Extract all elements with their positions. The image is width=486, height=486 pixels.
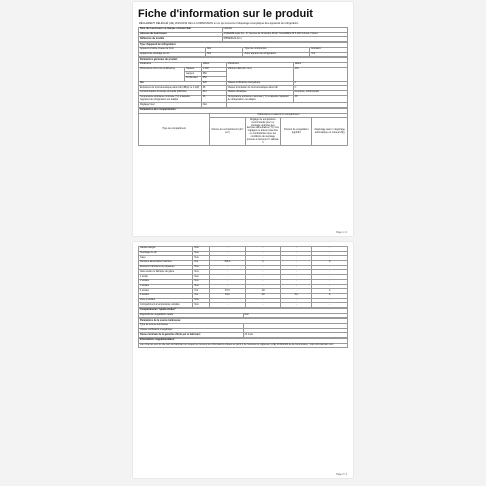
compartment-name-cell: 2 étoiles — [139, 279, 193, 284]
dimensions-label: Dimensions hors tout (millimètre) — [139, 67, 185, 81]
compartment-vol-cell: - — [210, 270, 246, 275]
param-head: Paramètre — [226, 62, 293, 67]
dim-height-value: 1 500 — [201, 67, 226, 72]
compartment-yn-cell: Non — [193, 270, 210, 275]
guarantee-value: 24 mois — [243, 333, 348, 338]
light-source-header: Paramètres de la source lumineuse: — [139, 319, 348, 324]
supplier-table — [138, 27, 348, 42]
compartment-yn-cell: Oui — [193, 261, 210, 266]
cell: Encastré — [310, 47, 348, 52]
extra-info-header: Informations supplémentaires: — [139, 339, 348, 344]
compartment-yn-cell: Non — [193, 279, 210, 284]
compartment-temp-cell: - — [245, 298, 281, 303]
compartment-name-cell: Sans étoile ou fabrique de glace — [139, 270, 193, 275]
compartment-vol-cell: - — [210, 265, 246, 270]
dim-height-label: Hauteur — [184, 67, 201, 72]
compartment-temp-cell: - — [245, 275, 281, 280]
cell: Oui — [310, 52, 348, 57]
cell: Type de construction — [243, 47, 310, 52]
cell: 213 — [201, 91, 226, 96]
compartment-temp-cell: - — [245, 284, 281, 289]
volume-value: 234 — [293, 67, 347, 81]
compartment-temp-cell: - — [245, 265, 281, 270]
cell: IEE — [139, 81, 202, 86]
compartment-vol-cell: - — [210, 298, 246, 303]
cell: Appareil à faible niveau de bruit — [139, 47, 206, 52]
compartment-df-cell: - — [312, 284, 348, 289]
compartment-name-cell: 4 étoiles — [139, 289, 193, 294]
compartment-name-cell: Compartiment à température variable — [139, 303, 193, 308]
cell: Appareil de stockage du vin — [139, 52, 206, 57]
document-page-2 — [133, 242, 353, 478]
compartment-df-cell: - — [312, 256, 348, 261]
regulation-text: RÈGLEMENT DÉLÉGUÉ (UE) 2019/2016 DE LA COMMISSION en ce qui concerne l'étiquetage énergétique des appareils de réfrigération — [139, 22, 299, 25]
compartment-yn-cell: Non — [193, 247, 210, 252]
compartment-name-cell: 3 étoiles — [139, 284, 193, 289]
cell: Non — [205, 52, 243, 57]
cell: Classe climatique — [226, 91, 293, 96]
compartment-df-cell: A — [312, 261, 348, 266]
compartment-table — [138, 246, 348, 308]
supplier-name-label: Nom du fournisseur ou marque commerciale — [139, 28, 223, 33]
cell: Classe d'efficacité énergétique — [226, 81, 293, 86]
defrost-head: Dégivrage (auto = dégivrage automatique ou manuel (M)) — [312, 118, 348, 146]
appliance-type-table — [138, 42, 348, 57]
cell: 16 — [201, 95, 226, 103]
dim-width-label: Largeur — [184, 72, 201, 77]
compartment-vol-cell: - — [210, 303, 246, 308]
compartment-df-cell: - — [312, 303, 348, 308]
page-number: Page 1 / 2 — [336, 231, 347, 234]
compartment-df-cell: A — [312, 289, 348, 294]
compartment-df-cell: - — [312, 251, 348, 256]
compartment-vol-cell: - — [210, 251, 246, 256]
general-params-table — [138, 57, 348, 108]
table-row — [139, 303, 348, 308]
compartment-vol-cell: 67,0 — [210, 289, 246, 294]
compartment-temp-cell: 4 — [245, 261, 281, 266]
compartment-name-cell: Denrées alimentaires fraîches — [139, 261, 193, 266]
compartment-temp-cell: - — [245, 303, 281, 308]
fast-freeze-value: Non — [243, 313, 348, 318]
compartment-fr-cell: - — [281, 270, 312, 275]
four-star-header: Compartiments "quatre étoiles" — [139, 308, 348, 313]
compartment-temp-cell: -18 — [245, 289, 281, 294]
document-title: Fiche d'information sur le produit — [138, 8, 313, 20]
table-row — [139, 313, 348, 318]
light-class-label: Classe d'efficacité énergétique — [139, 328, 244, 333]
param-head: Paramètre — [139, 62, 202, 67]
cell: 206 — [201, 81, 226, 86]
compartment-yn-cell: Non — [193, 303, 210, 308]
compartment-temp-cell: - — [245, 270, 281, 275]
value-head: Valeur — [293, 62, 347, 67]
guarantee-label: Durée minimale de la garantie offerte par le fabricant: — [139, 333, 244, 338]
general-params-header: Paramètres généraux du produit: — [139, 58, 348, 63]
compartment-temp-cell: - — [245, 251, 281, 256]
compartment-type-head: Type de compartiment — [139, 113, 210, 146]
compartment-df-cell: - — [312, 298, 348, 303]
supplier-name-value: Liebherr — [222, 28, 347, 33]
compartment-df-cell: - — [312, 265, 348, 270]
compartment-vol-cell: 63,0 — [210, 293, 246, 298]
extra-info-table — [138, 338, 348, 348]
winter-setting-label: Réglage hiver — [139, 103, 202, 108]
compartment-fr-cell: - — [281, 247, 312, 252]
four-star-table — [138, 308, 348, 318]
cell: Autre appareil de réfrigération — [243, 52, 310, 57]
page-number: Page 2 / 2 — [336, 473, 347, 476]
compartment-fr-cell: - — [281, 303, 312, 308]
dim-depth-label: Profondeur — [184, 76, 201, 81]
cell: F — [293, 81, 347, 86]
compartment-temp-cell: - — [245, 279, 281, 284]
cell: Non — [205, 47, 243, 52]
compartment-yn-cell: Non — [193, 284, 210, 289]
extra-info-text: Lien Internet vers le site web du fabricant sur lequel se trouvent les informations visées au point 4 de l'annexe du règlement (UE) 2019/2020 de la Commission : http://info.liebherr.com — [139, 343, 348, 348]
compartment-fr-cell: - — [281, 256, 312, 261]
compartment-temp-cell: - — [245, 256, 281, 261]
table-row — [139, 52, 348, 57]
compartment-temp-cell: - — [245, 247, 281, 252]
compartment-yn-cell: Non — [193, 265, 210, 270]
compartment-temp-cell: -18 — [245, 293, 281, 298]
cell: C — [293, 86, 347, 91]
compartment-fr-cell: - — [281, 251, 312, 256]
compartment-vol-cell: - — [210, 247, 246, 252]
compartment-yn-cell: Non — [193, 256, 210, 261]
supplier-address-value: ASSEMBLAGE SA - 17 Avenue de l'Industrie 68127 OLLIERES 68 5 000 Colmar, France — [222, 32, 347, 37]
table-row — [139, 95, 348, 103]
compartment-name-cell: Garde-manger — [139, 247, 193, 252]
dim-width-value: 560 — [201, 72, 226, 77]
compartment-fr-cell: - — [281, 265, 312, 270]
cell: Consommation d'énergie annuelle (kWh/an) — [139, 91, 202, 96]
appliance-type-header: Type d'appareil de réfrigération: — [139, 43, 348, 48]
supplier-address-label: Adresse du fournisseur — [139, 32, 223, 37]
compartment-values-head: Paramètres et valeurs du compartiment — [210, 113, 348, 118]
document-page-1 — [133, 2, 353, 236]
compartment-vol-cell: - — [210, 279, 246, 284]
compartment-df-cell: A — [312, 293, 348, 298]
compartment-name-cell: Zone 2 étoiles — [139, 298, 193, 303]
compartment-fr-cell: 5,0 — [281, 293, 312, 298]
compartment-fr-cell: - — [281, 289, 312, 294]
light-type-label: Type de source lumineuse — [139, 324, 244, 329]
cell: 38 — [293, 95, 347, 103]
compartment-fr-cell: - — [281, 279, 312, 284]
light-source-table — [138, 318, 348, 338]
model-ref-label: Référence du modèle — [139, 37, 223, 42]
table-row — [139, 67, 348, 72]
compartment-vol-cell: - — [210, 275, 246, 280]
compartment-header-table — [138, 108, 348, 146]
table-row — [139, 37, 348, 42]
compartment-fr-cell: - — [281, 275, 312, 280]
compartment-vol-cell: - — [210, 284, 246, 289]
compartment-yn-cell: Oui — [193, 289, 210, 294]
compartment-yn-cell: Non — [193, 298, 210, 303]
compartment-yn-cell: Non — [193, 251, 210, 256]
cell: Température ambiante minimale (°C) à laquelle l'appareil de réfrigération est adapté — [139, 95, 202, 103]
dim-depth-value: 550 — [201, 76, 226, 81]
compartment-vol-cell: - — [210, 256, 246, 261]
table-row — [139, 333, 348, 338]
compartment-df-cell: - — [312, 247, 348, 252]
compartment-vol-cell: 158,0 — [210, 261, 246, 266]
cell: 36 — [201, 86, 226, 91]
cell — [226, 103, 347, 108]
compartment-name-cell: Cave — [139, 256, 193, 261]
compartment-name-cell: 4 étoiles — [139, 293, 193, 298]
table-row — [139, 103, 348, 108]
cell: Température ambiante maximale (°C) à laquelle l'appareil de réfrigération est adapté — [226, 95, 293, 103]
compartment-df-cell: - — [312, 270, 348, 275]
compartment-name-cell: Stockage du vin — [139, 251, 193, 256]
compartment-name-cell: 1 étoile — [139, 275, 193, 280]
value-head: Valeur — [201, 62, 226, 67]
compartment-fr-cell: - — [281, 284, 312, 289]
compartment-fr-cell: - — [281, 298, 312, 303]
freezing-capacity-head: Pouvoir de congélation (kg/24h) — [281, 118, 312, 146]
cell: tempérée, subtropicale — [293, 91, 347, 96]
compartment-params-header: Paramètres des compartiments: — [139, 109, 348, 114]
temperature-head: Réglage de température recommandé pour un stockage optimisé des denrées alimentaires (°C) Ces réglages ne doivent pas être en contradiction avec les conditions de stockage prévues à l'annexe IV, tableau 3 — [246, 117, 279, 145]
fast-freeze-label: Dispositif de congélation rapide — [139, 313, 244, 318]
compartment-fr-cell: - — [281, 261, 312, 266]
cell: Émissions de bruit acoustique dans l'air [dB(A) re 1 pW] — [139, 86, 202, 91]
volume-head: Volume du compartiment (dm³ ou l) — [210, 118, 246, 146]
compartment-name-cell: Boissons fraîchement préparées — [139, 265, 193, 270]
model-ref-value: IRBSE5120-22-1 — [222, 37, 347, 42]
compartment-df-cell: - — [312, 275, 348, 280]
volume-label: Volume total (dm³ ou l) — [226, 67, 293, 81]
winter-setting-value: Non — [201, 103, 226, 108]
compartment-yn-cell: Oui — [193, 293, 210, 298]
cell: Classe d'émission de bruit acoustique dans l'air — [226, 86, 293, 91]
compartment-yn-cell: Non — [193, 275, 210, 280]
compartment-df-cell: - — [312, 279, 348, 284]
